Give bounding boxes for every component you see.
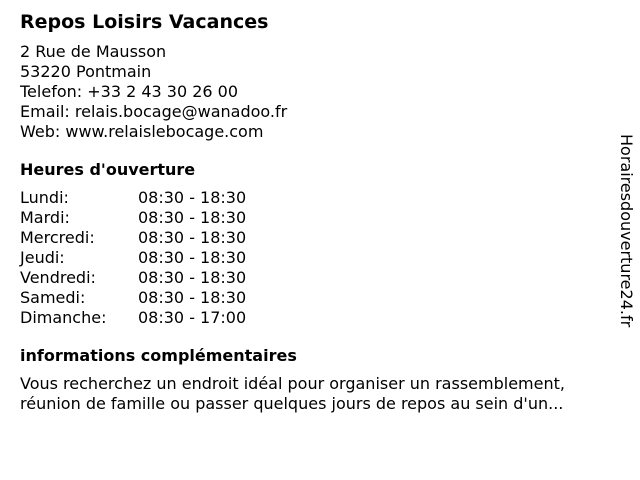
hours-time: 08:30 - 18:30: [138, 188, 247, 207]
hours-day: Lundi:: [20, 188, 69, 207]
hours-time: 08:30 - 18:30: [138, 288, 247, 307]
email-line: Email: relais.bocage@wanadoo.fr: [20, 102, 288, 121]
hours-row: [20, 248, 610, 268]
web-line: Web: www.relaislebocage.com: [20, 122, 264, 141]
hours-time: 08:30 - 17:00: [138, 308, 247, 327]
watermark-label: Horairesdouverture24.fr: [617, 134, 636, 328]
hours-time: 08:30 - 18:30: [138, 208, 247, 227]
hours-day: Dimanche:: [20, 308, 107, 327]
hours-row: [20, 308, 610, 328]
hours-row: [20, 268, 610, 288]
hours-day: Samedi:: [20, 288, 86, 307]
hours-day: Mercredi:: [20, 228, 95, 247]
hours-row: [20, 188, 610, 208]
hours-heading: Heures d'ouverture: [20, 160, 196, 179]
hours-time: 08:30 - 18:30: [138, 228, 247, 247]
business-card: [20, 10, 610, 414]
hours-time: 08:30 - 18:30: [138, 268, 247, 287]
hours-day: Vendredi:: [20, 268, 96, 287]
address-street: 2 Rue de Mausson: [20, 42, 167, 61]
hours-day: Mardi:: [20, 208, 70, 227]
hours-day: Jeudi:: [20, 248, 65, 267]
hours-row: [20, 288, 610, 308]
hours-row: [20, 208, 610, 228]
hours-time: 08:30 - 18:30: [138, 248, 247, 267]
address-city: 53220 Pontmain: [20, 62, 152, 81]
hours-row: [20, 228, 610, 248]
info-text: Vous recherchez un endroit idéal pour organiser un rassemblement, réunion de famille ou passer quelques jours de repos au sein d'un...: [20, 374, 565, 413]
phone-line: Telefon: +33 2 43 30 26 00: [20, 82, 239, 101]
info-heading: informations complémentaires: [20, 346, 297, 365]
business-name: Repos Loisirs Vacances: [20, 11, 269, 33]
contact-block: [20, 42, 610, 142]
hours-table: [20, 188, 610, 328]
